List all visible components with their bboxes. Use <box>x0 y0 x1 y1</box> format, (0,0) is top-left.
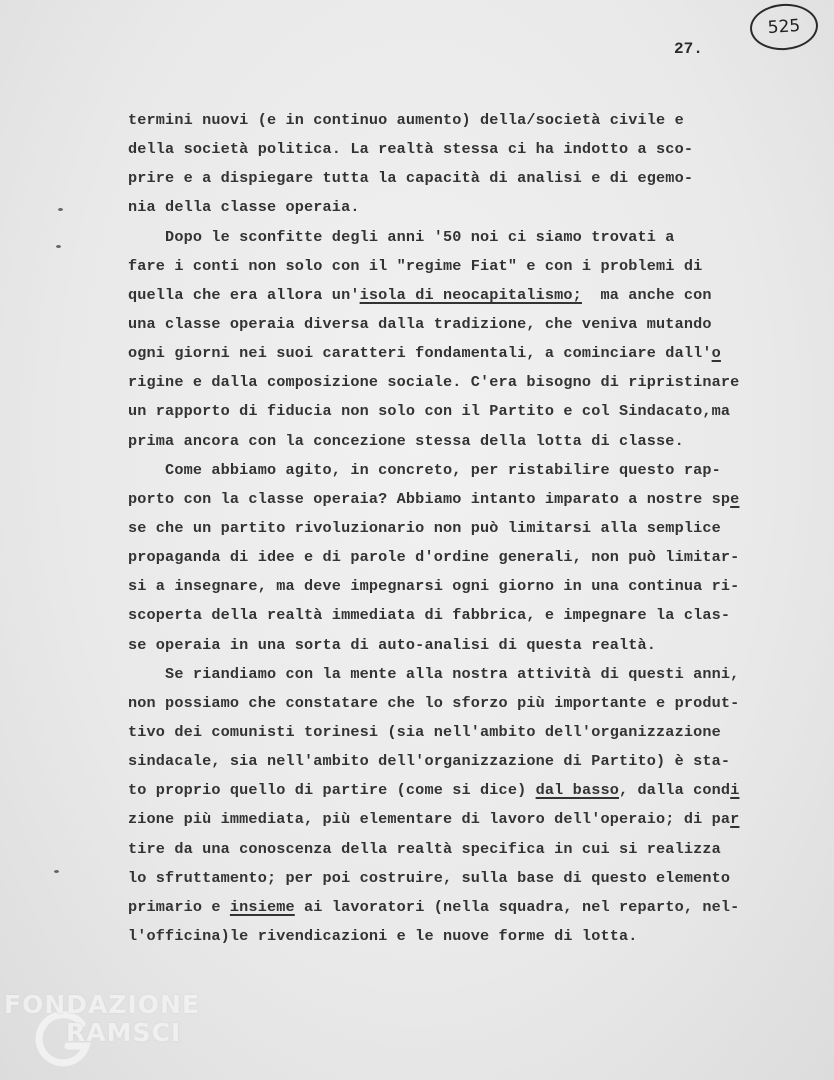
text-line: fare i conti non solo con il "regime Fiat" e con i problemi di <box>128 256 703 275</box>
text-line: della società politica. La realtà stessa ci ha indotto a sco- <box>128 140 694 159</box>
text-line: nia della classe operaia. <box>128 198 360 217</box>
text-line: prima ancora con la concezione stessa della lotta di classe. <box>128 431 684 450</box>
margin-mark <box>54 870 59 873</box>
text-line: Come abbiamo agito, in concreto, per ristabilire questo rap- <box>128 460 721 479</box>
text-line: propaganda di idee e di parole d'ordine generali, non può limitar- <box>128 548 740 567</box>
text-span: , dalla cond <box>619 781 731 800</box>
underlined-letter: i <box>730 781 740 800</box>
archive-number: 525 <box>767 15 801 39</box>
text-line: un rapporto di fiducia non solo con il Partito e col Sindacato,ma <box>128 402 731 421</box>
underlined-letter: o <box>711 344 721 363</box>
text-line: Se riandiamo con la mente alla nostra attività di questi anni, <box>128 664 740 683</box>
text-line <box>128 893 788 922</box>
text-line: tire da una conoscenza della realtà specifica in cui si realizza <box>128 839 721 858</box>
text-line: scoperta della realtà immediata di fabbrica, e impegnare la clas- <box>128 606 731 625</box>
text-line <box>128 485 788 514</box>
text-line <box>128 281 788 310</box>
underlined-letter: r <box>730 810 740 829</box>
text-line: se operaia in una sorta di auto-analisi di questa realtà. <box>128 635 657 654</box>
text-span: primario e <box>128 897 230 916</box>
text-line: non possiamo che constatare che lo sforzo più importante e produt- <box>128 693 740 712</box>
margin-mark <box>56 245 61 248</box>
body-text <box>128 106 788 951</box>
text-line: sindacale, sia nell'ambito dell'organizzazione di Partito) è sta- <box>128 752 731 771</box>
text-line: rigine e dalla composizione sociale. C'era bisogno di ripristinare <box>128 373 740 392</box>
text-span: ma anche con <box>581 285 712 304</box>
archive-number-stamp <box>748 2 819 53</box>
text-span: to proprio quello di partire (come si dice) <box>128 781 536 800</box>
text-line: l'officina)le rivendicazioni e le nuove forme di lotta. <box>128 926 638 945</box>
text-line: Dopo le sconfitte degli anni '50 noi ci siamo trovati a <box>128 227 675 246</box>
underlined-phrase: insieme <box>229 897 295 916</box>
text-line: tivo dei comunisti torinesi (sia nell'ambito dell'organizzazione <box>128 722 721 741</box>
page-number: 27. <box>674 40 703 58</box>
text-span: ai lavoratori (nella squadra, nel reparto, nel- <box>294 897 740 916</box>
watermark-logo <box>4 990 224 1070</box>
text-span: ogni giorni nei suoi caratteri fondamentali, a cominciare dall' <box>128 344 712 363</box>
text-line <box>128 339 788 368</box>
text-line: se che un partito rivoluzionario non può limitarsi alla semplice <box>128 518 721 537</box>
underlined-phrase: dal basso <box>535 781 620 800</box>
underlined-phrase: isola di neocapitalismo; <box>359 285 582 304</box>
text-line: una classe operaia diversa dalla tradizione, che veniva mutando <box>128 314 712 333</box>
text-span: porto con la classe operaia? Abbiamo intanto imparato a nostre sp <box>128 489 731 508</box>
text-span: zione più immediata, più elementare di lavoro dell'operaio; di pa <box>128 810 731 829</box>
text-line <box>128 805 788 834</box>
text-line: si a insegnare, ma deve impegnarsi ogni giorno in una continua ri- <box>128 577 740 596</box>
text-line: termini nuovi (e in continuo aumento) della/società civile e <box>128 111 684 129</box>
text-line <box>128 776 788 805</box>
watermark-line1: FONDAZIONE <box>4 990 201 1019</box>
margin-mark <box>58 208 63 211</box>
text-line: lo sfruttamento; per poi costruire, sulla base di questo elemento <box>128 868 731 887</box>
text-line: prire e a dispiegare tutta la capacità di analisi e di egemo- <box>128 169 694 188</box>
text-span: quella che era allora un' <box>128 285 360 304</box>
underlined-letter: e <box>730 489 740 508</box>
watermark-line2: RAMSCI <box>66 1018 182 1047</box>
